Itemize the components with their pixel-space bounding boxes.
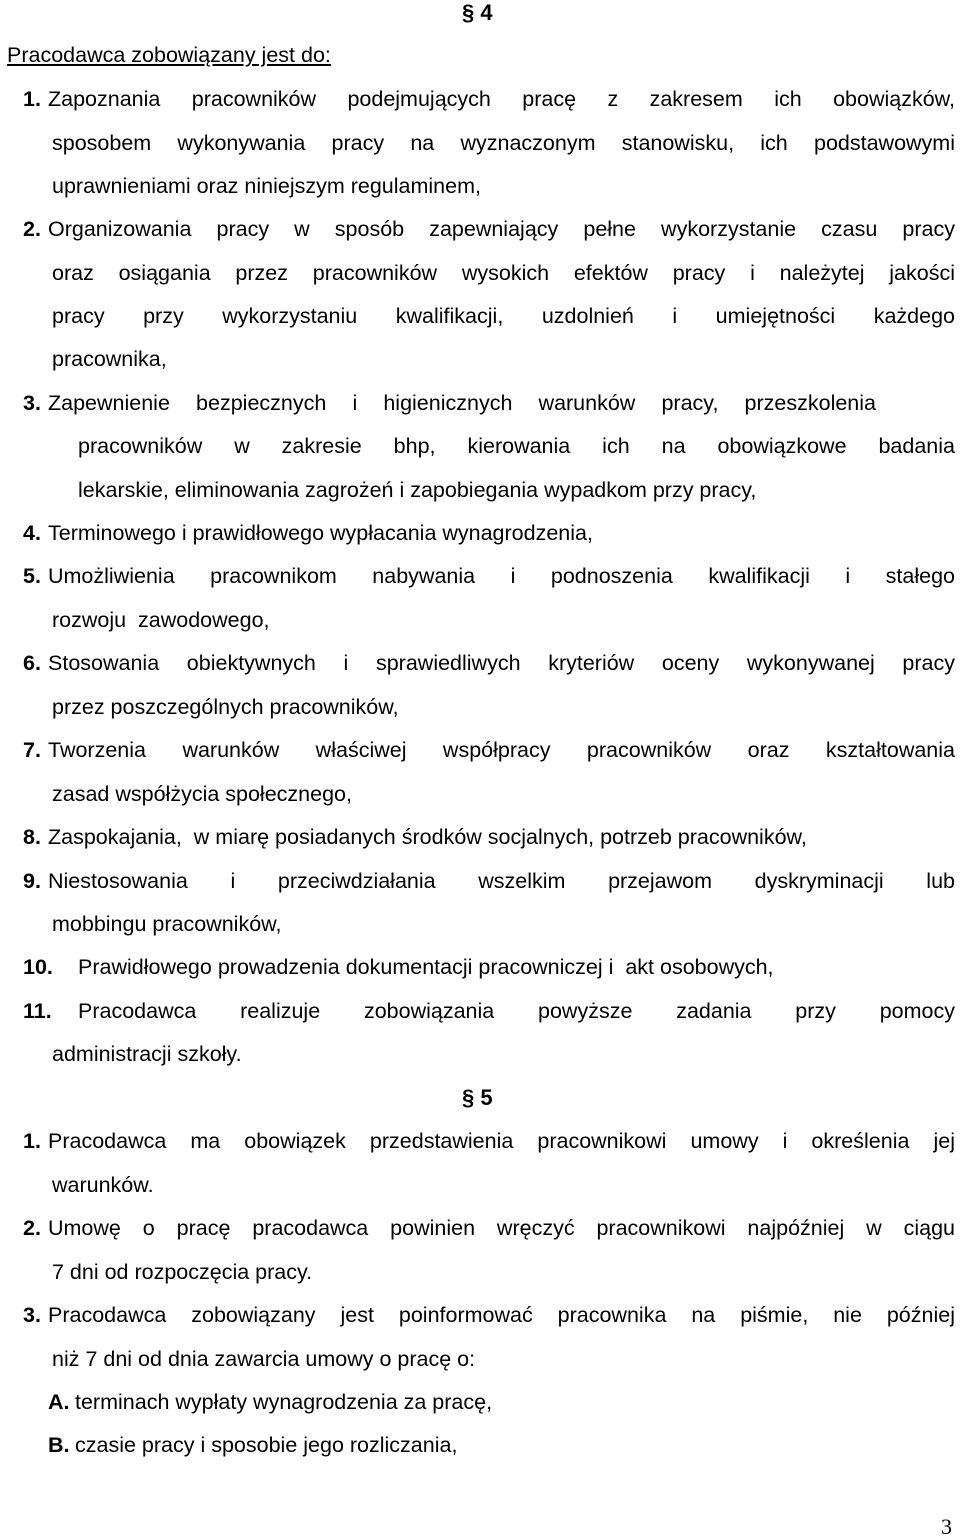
list-item-line: Prawidłowego prowadzenia dokumentacji pracowniczej i akt osobowych, — [78, 955, 774, 979]
list-item-line: Pracodawca zobowiązany jest poinformować pracownika na piśmie, nie później — [48, 1303, 955, 1327]
item-number: 5. — [23, 564, 41, 588]
item-number: 2. — [23, 217, 41, 241]
list-item-line: Terminowego i prawidłowego wypłacania wynagrodzenia, — [48, 521, 593, 545]
subitem-text: terminach wypłaty wynagrodzenia za pracę, — [75, 1390, 493, 1414]
list-item-line: rozwoju zawodowego, — [52, 608, 270, 632]
list-item-line: Niestosowania i przeciwdziałania wszelkim przejawom dyskryminacji lub — [48, 869, 955, 893]
list-item-line: Stosowania obiektywnych i sprawiedliwych kryteriów oceny wykonywanej pracy — [48, 651, 955, 675]
list-item-line: mobbingu pracowników, — [52, 912, 282, 936]
list-item-line: Umowę o pracę pracodawca powinien wręczyć pracownikowi najpóźniej w ciągu — [48, 1216, 955, 1240]
list-item-line: 7 dni od rozpoczęcia pracy. — [52, 1260, 313, 1284]
list-item-line: niż 7 dni od dnia zawarcia umowy o pracę o: — [52, 1347, 476, 1371]
subitem-text: czasie pracy i sposobie jego rozliczania, — [75, 1433, 458, 1457]
list-item-line: Pracodawca ma obowiązek przedstawienia pracownikowi umowy i określenia jej — [48, 1129, 955, 1153]
item-number: 10. — [23, 955, 53, 979]
item-number: 3. — [23, 1303, 41, 1327]
list-item-line: Zaspokajania, w miarę posiadanych środków socjalnych, potrzeb pracowników, — [48, 825, 807, 849]
item-number: 3. — [23, 391, 41, 415]
list-item-line: Organizowania pracy w sposób zapewniający pełne wykorzystanie czasu pracy — [48, 217, 955, 241]
item-number: 1. — [23, 87, 41, 111]
section-5-heading: § 5 — [462, 1085, 493, 1110]
item-number: 9. — [23, 869, 41, 893]
section-4-heading: § 4 — [462, 0, 493, 25]
section-4-intro: Pracodawca zobowiązany jest do: — [7, 43, 331, 67]
list-item-line: uprawnieniami oraz niniejszym regulaminem, — [52, 174, 481, 198]
list-item-line: przez poszczególnych pracowników, — [52, 695, 399, 719]
list-item-line: warunków. — [52, 1173, 154, 1197]
list-item-line: sposobem wykonywania pracy na wyznaczonym stanowisku, ich podstawowymi — [52, 131, 955, 155]
item-number: 1. — [23, 1129, 41, 1153]
item-number: 8. — [23, 825, 41, 849]
list-item-line: pracy przy wykorzystaniu kwalifikacji, uzdolnień i umiejętności każdego — [52, 304, 955, 328]
list-item-line: zasad współżycia społecznego, — [52, 782, 352, 806]
list-item-line: pracowników w zakresie bhp, kierowania ich na obowiązkowe badania — [78, 434, 955, 458]
list-item-line: Zapoznania pracowników podejmujących pracę z zakresem ich obowiązków, — [48, 87, 955, 111]
list-item-line: Zapewnienie bezpiecznych i higienicznych warunków pracy, przeszkolenia — [48, 391, 876, 415]
item-number: 6. — [23, 651, 41, 675]
list-item-line: Tworzenia warunków właściwej współpracy pracowników oraz kształtowania — [48, 738, 955, 762]
item-number: 2. — [23, 1216, 41, 1240]
item-number: 11. — [23, 999, 52, 1023]
subitem-letter: B. — [48, 1433, 70, 1457]
list-item-line: Umożliwienia pracownikom nabywania i podnoszenia kwalifikacji i stałego — [48, 564, 955, 588]
subitem-letter: A. — [48, 1390, 70, 1414]
list-item-line: Pracodawca realizuje zobowiązania powyższe zadania przy pomocy — [78, 999, 955, 1023]
item-number: 7. — [23, 738, 41, 762]
item-number: 4. — [23, 521, 41, 545]
list-item-line: lekarskie, eliminowania zagrożeń i zapobiegania wypadkom przy pracy, — [78, 478, 757, 502]
page-number: 3 — [941, 1514, 952, 1539]
list-item-line: oraz osiągania przez pracowników wysokich efektów pracy i należytej jakości — [52, 261, 955, 285]
list-item-line: pracownika, — [52, 347, 167, 371]
list-item-line: administracji szkoły. — [52, 1042, 242, 1066]
